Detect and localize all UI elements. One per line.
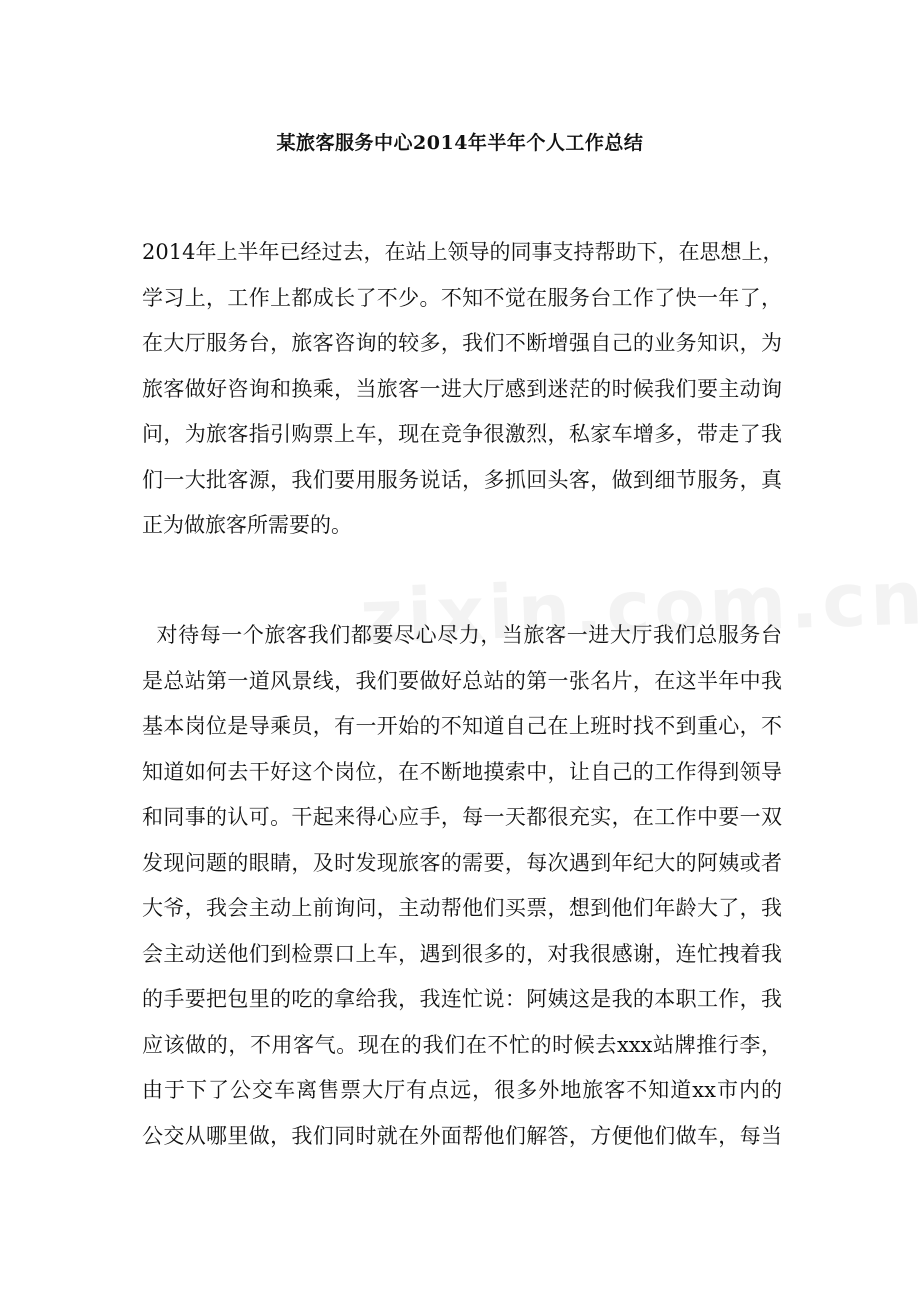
document-title: 某旅客服务中心2014年半年个人工作总结: [276, 132, 644, 154]
paragraph-line: 由于下了公交车离售票大厅有点远，很多外地旅客不知道xx市内的: [142, 1078, 782, 1102]
paragraph-1: [142, 230, 782, 549]
paragraph-line: 知道如何去干好这个岗位，在不断地摸索中，让自己的工作得到领导: [142, 759, 782, 784]
paragraph-line: 基本岗位是导乘员，有一开始的不知道自己在上班时找不到重心，不: [142, 714, 782, 738]
paragraph-line: 问，为旅客指引购票上车，现在竞争很激烈，私家车增多，带走了我: [142, 422, 782, 446]
paragraph-line: 对待每一个旅客我们都要尽心尽力，当旅客一进大厅我们总服务台: [142, 623, 782, 647]
paragraph-line: 是总站第一道风景线，我们要做好总站的第一张名片，在这半年中我: [142, 668, 782, 693]
paragraph-line: 公交从哪里做，我们同时就在外面帮他们解答，方便他们做车，每当: [142, 1123, 782, 1148]
paragraph-line: 大爷，我会主动上前询问，主动帮他们买票，想到他们年龄大了，我: [142, 896, 782, 920]
paragraph-line: 会主动送他们到检票口上车，遇到很多的，对我很感谢，连忙拽着我: [142, 941, 782, 966]
paragraph-2: [142, 613, 782, 1159]
paragraph-line: 学习上，工作上都成长了不少。不知不觉在服务台工作了快一年了，: [142, 285, 782, 310]
paragraph-line: 旅客做好咨询和换乘，当旅客一进大厅感到迷茫的时候我们要主动询: [142, 376, 782, 401]
paragraph-line: 的手要把包里的吃的拿给我，我连忙说：阿姨这是我的本职工作，我: [142, 987, 782, 1011]
paragraph-line: 和同事的认可。干起来得心应手，每一天都很充实，在工作中要一双: [142, 805, 782, 829]
paragraph-line: 应该做的，不用客气。现在的我们在不忙的时候去xxx站牌推行李，: [142, 1032, 782, 1057]
paragraph-line: 正为做旅客所需要的。: [142, 513, 352, 537]
paragraph-line: 在大厅服务台，旅客咨询的较多，我们不断增强自己的业务知识，为: [142, 331, 782, 355]
paragraph-line: 发现问题的眼睛，及时发现旅客的需要，每次遇到年纪大的阿姨或者: [142, 850, 782, 875]
paragraph-line: 们一大批客源，我们要用服务说话，多抓回头客，做到细节服务，真: [142, 467, 782, 492]
paragraph-line: 2014年上半年已经过去，在站上领导的同事支持帮助下，在思想上，: [142, 240, 784, 264]
